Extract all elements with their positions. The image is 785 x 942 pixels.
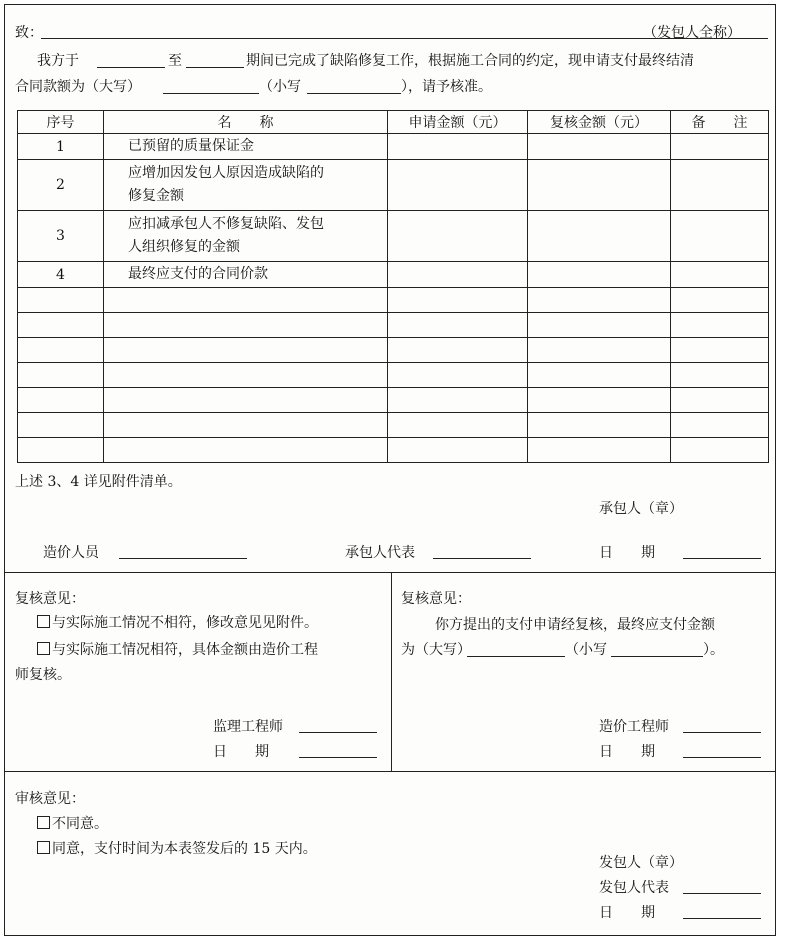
empty-cell[interactable] — [671, 413, 769, 438]
review-column-divider — [391, 572, 392, 771]
amount-words-label: 合同款额为（大写） — [15, 79, 141, 95]
mismatch-checkbox[interactable] — [37, 615, 50, 628]
table-row — [18, 262, 769, 288]
empty-cell[interactable] — [18, 413, 104, 438]
section-divider-2 — [5, 771, 775, 772]
item-name — [104, 134, 388, 160]
employer-date-label: 日 期 — [599, 905, 655, 921]
contractor-date-label: 日 期 — [599, 545, 655, 561]
supervisor-review-title: 复核意见： — [15, 591, 85, 607]
final-amount-figures-label: （小写 — [565, 642, 607, 658]
cost-engineer-date-label: 日 期 — [599, 744, 655, 760]
reviewed-amount-cell[interactable] — [528, 134, 671, 160]
empty-cell[interactable] — [104, 413, 388, 438]
empty-cell[interactable] — [18, 313, 104, 338]
agree-checkbox[interactable] — [37, 841, 50, 854]
contractor-date-field[interactable] — [683, 558, 761, 559]
col-header-no: 序号 — [18, 111, 104, 134]
employer-rep-label: 发包人代表 — [599, 880, 669, 896]
item-name-line: 应增加因发包人原因造成缺陷的 — [128, 165, 324, 181]
empty-cell[interactable] — [18, 288, 104, 313]
col-header-reviewed-amount: 复核金额（元） — [528, 111, 671, 134]
match-checkbox[interactable] — [37, 642, 50, 655]
intro-text-1: 我方于 — [37, 53, 79, 69]
empty-cell[interactable] — [671, 338, 769, 363]
reviewed-amount-cell[interactable] — [528, 262, 671, 288]
remarks-cell[interactable] — [671, 262, 769, 288]
remarks-cell[interactable] — [671, 211, 769, 262]
empty-cell[interactable] — [104, 288, 388, 313]
empty-cell[interactable] — [104, 438, 388, 463]
table-row — [18, 134, 769, 160]
empty-cell[interactable] — [104, 388, 388, 413]
cost-engineer-label: 造价工程师 — [599, 719, 669, 735]
remarks-cell[interactable] — [671, 160, 769, 211]
col-header-name: 名 称 — [104, 111, 388, 134]
to-label: 致： — [15, 25, 43, 41]
empty-cell[interactable] — [104, 313, 388, 338]
supervisor-option-match — [37, 639, 318, 659]
amount-figures-field[interactable] — [307, 93, 401, 94]
employer-seal-label: 发包人（章） — [599, 855, 683, 871]
empty-cell[interactable] — [528, 288, 671, 313]
empty-table-row — [18, 313, 769, 338]
item-name-line: 应扣减承包人不修复缺陷、发包 — [128, 216, 324, 232]
cost-engineer-field[interactable] — [683, 732, 761, 733]
payment-items-table — [17, 110, 769, 463]
empty-cell[interactable] — [528, 388, 671, 413]
item-name-line: 已预留的质量保证金 — [128, 138, 254, 154]
item-name — [104, 160, 388, 211]
contractor-seal-label: 承包人（章） — [599, 501, 683, 517]
empty-cell[interactable] — [528, 313, 671, 338]
empty-cell[interactable] — [18, 388, 104, 413]
col-header-applied-amount: 申请金额（元） — [388, 111, 528, 134]
table-row — [18, 160, 769, 211]
item-no: 1 — [18, 134, 104, 160]
mismatch-option-text: 与实际施工情况不相符，修改意见见附件。 — [52, 615, 318, 631]
employer-rep-field[interactable] — [683, 893, 761, 894]
disagree-option-text: 不同意。 — [52, 816, 108, 832]
cost-review-text: 你方提出的支付申请经复核，最终应支付金额 — [435, 617, 715, 633]
empty-cell[interactable] — [104, 338, 388, 363]
final-amount-close: ）。 — [703, 642, 724, 658]
item-no: 4 — [18, 262, 104, 288]
empty-cell[interactable] — [388, 363, 528, 388]
empty-table-row — [18, 338, 769, 363]
empty-table-row — [18, 363, 769, 388]
applied-amount-cell[interactable] — [388, 211, 528, 262]
final-amount-words-field[interactable] — [467, 656, 565, 657]
empty-cell[interactable] — [671, 288, 769, 313]
item-name-line: 最终应支付的合同价款 — [128, 266, 268, 282]
empty-table-row — [18, 388, 769, 413]
final-amount-figures-field[interactable] — [611, 656, 703, 657]
cost-engineer-review-title: 复核意见： — [401, 591, 471, 607]
empty-table-row — [18, 438, 769, 463]
empty-table-row — [18, 288, 769, 313]
empty-cell[interactable] — [388, 413, 528, 438]
applied-amount-cell[interactable] — [388, 262, 528, 288]
empty-cell[interactable] — [671, 388, 769, 413]
empty-cell[interactable] — [388, 288, 528, 313]
table-row — [18, 211, 769, 262]
item-name — [104, 211, 388, 262]
item-name — [104, 262, 388, 288]
empty-cell[interactable] — [18, 363, 104, 388]
supervising-engineer-field[interactable] — [299, 732, 377, 733]
empty-cell[interactable] — [528, 413, 671, 438]
intro-text-3: 期间已完成了缺陷修复工作，根据施工合同的约定，现申请支付最终结清 — [246, 53, 694, 69]
empty-cell[interactable] — [18, 338, 104, 363]
item-name-line: 人组织修复的金额 — [128, 239, 240, 255]
empty-cell[interactable] — [388, 338, 528, 363]
supervisor-option-mismatch — [37, 612, 318, 632]
request-approval-text: ），请予核准。 — [401, 79, 492, 95]
start-date-field[interactable] — [97, 67, 165, 68]
amount-words-field[interactable] — [163, 93, 259, 94]
applied-amount-cell[interactable] — [388, 160, 528, 211]
empty-cell[interactable] — [528, 338, 671, 363]
item-no: 2 — [18, 160, 104, 211]
match-option-text-cont: 师复核。 — [15, 667, 71, 683]
cost-staff-field[interactable] — [119, 558, 247, 559]
table-header-row — [18, 111, 769, 134]
empty-cell[interactable] — [388, 388, 528, 413]
reviewed-amount-cell[interactable] — [528, 211, 671, 262]
contractor-rep-label: 承包人代表 — [345, 545, 415, 561]
empty-cell[interactable] — [388, 313, 528, 338]
empty-cell[interactable] — [671, 313, 769, 338]
applied-amount-cell[interactable] — [388, 134, 528, 160]
cost-staff-label: 造价人员 — [43, 545, 99, 561]
empty-cell[interactable] — [104, 363, 388, 388]
reviewed-amount-cell[interactable] — [528, 160, 671, 211]
supervising-engineer-label: 监理工程师 — [213, 719, 283, 735]
item-name-line: 修复金额 — [128, 188, 184, 204]
disagree-checkbox[interactable] — [37, 816, 50, 829]
agree-option-text: 同意，支付时间为本表签发后的 15 天内。 — [52, 841, 317, 857]
section-divider-1 — [5, 572, 775, 573]
empty-cell[interactable] — [528, 363, 671, 388]
final-amount-words-label: 为（大写） — [401, 642, 471, 658]
end-date-field[interactable] — [186, 67, 244, 68]
audit-title: 审核意见： — [15, 791, 85, 807]
amount-figures-label: （小写 — [259, 79, 301, 95]
empty-cell[interactable] — [388, 438, 528, 463]
audit-option-agree — [37, 838, 317, 858]
remarks-cell[interactable] — [671, 134, 769, 160]
item-no: 3 — [18, 211, 104, 262]
empty-cell[interactable] — [671, 363, 769, 388]
payment-application-form — [4, 4, 776, 936]
col-header-remarks: 备 注 — [671, 111, 769, 134]
empty-cell[interactable] — [18, 438, 104, 463]
empty-cell[interactable] — [528, 438, 671, 463]
employer-date-field[interactable] — [683, 918, 761, 919]
empty-cell[interactable] — [671, 438, 769, 463]
intro-text-2: 至 — [168, 53, 182, 69]
audit-option-disagree — [37, 813, 108, 833]
supervisor-date-field[interactable] — [299, 757, 377, 758]
attachment-note: 上述 3、4 详见附件清单。 — [15, 474, 182, 490]
cost-engineer-date-field[interactable] — [683, 757, 761, 758]
empty-table-row — [18, 413, 769, 438]
contractor-rep-field[interactable] — [433, 558, 531, 559]
employer-fullname-hint: （发包人全称） — [643, 25, 741, 41]
supervisor-date-label: 日 期 — [213, 744, 269, 760]
match-option-text: 与实际施工情况相符，具体金额由造价工程 — [52, 642, 318, 658]
